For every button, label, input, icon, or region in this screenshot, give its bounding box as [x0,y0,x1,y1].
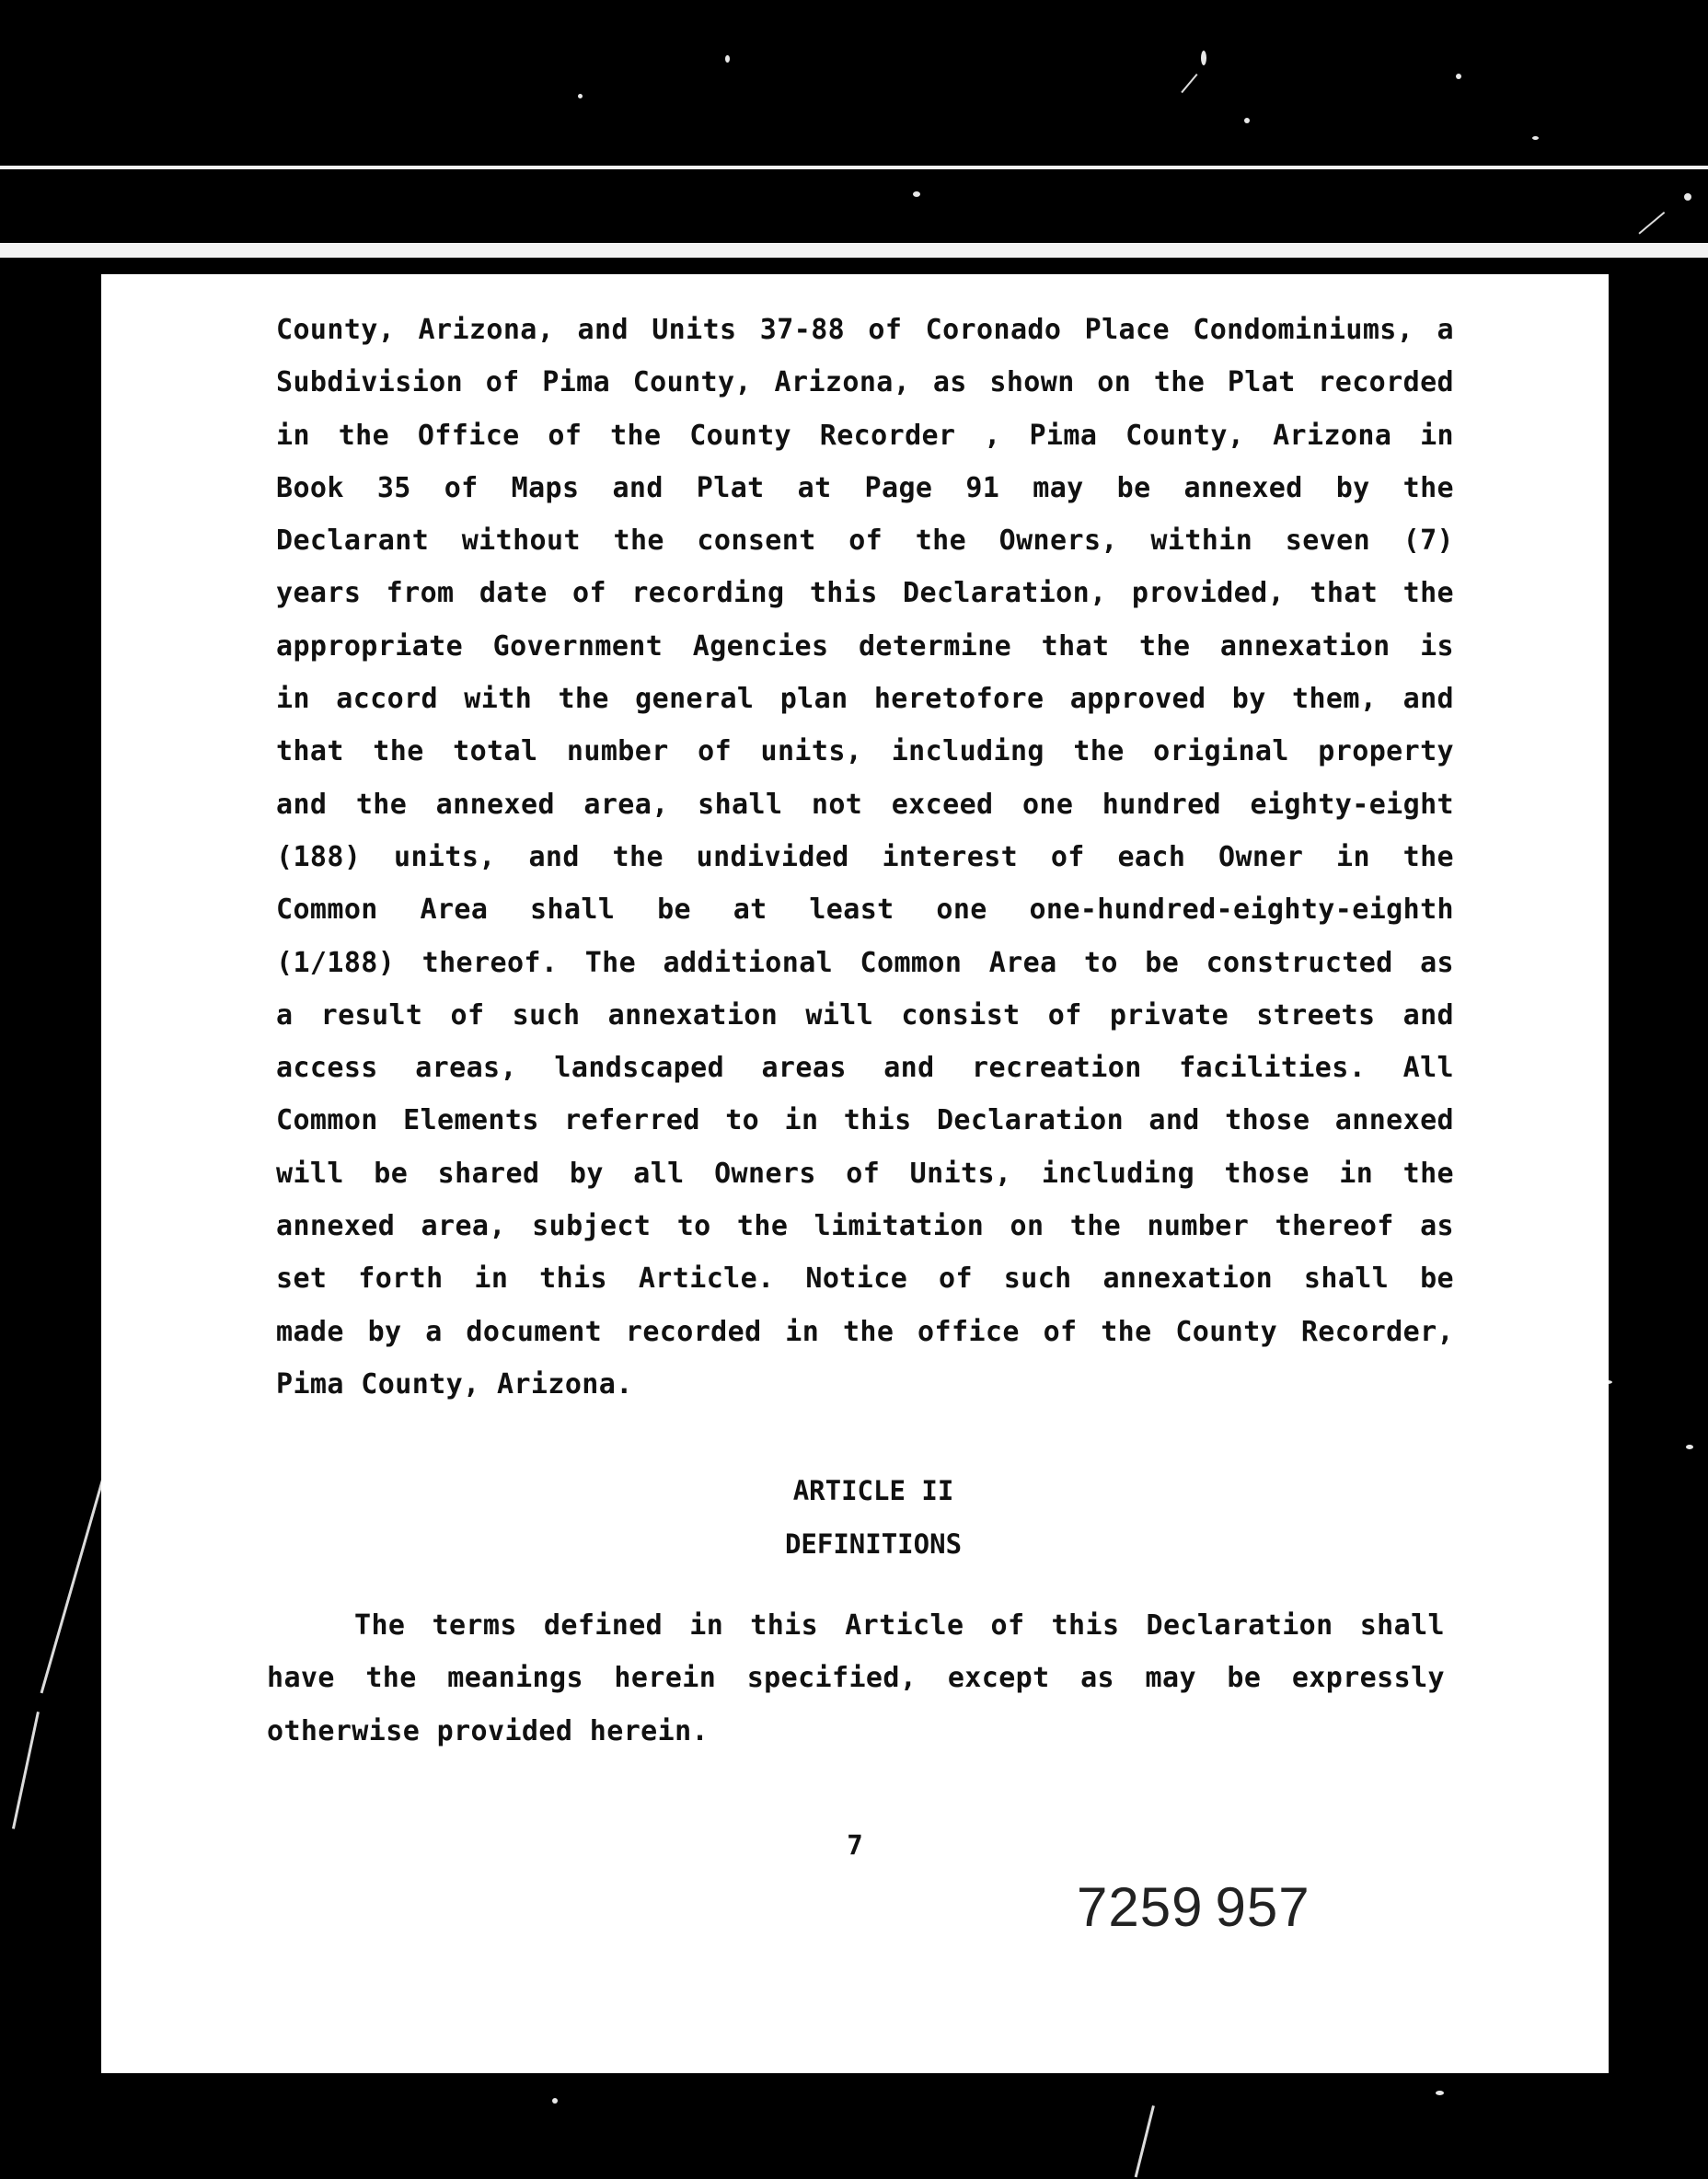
text-line: in accord with the general plan heretofore approved by them, and [276,683,1454,716]
scan-speck [1244,118,1250,123]
scan-speck [552,2098,558,2104]
article-heading: ARTICLE II [792,1475,954,1506]
text-line: appropriate Government Agencies determine that the annexation is [276,629,1454,663]
scan-streak [1638,212,1665,235]
text-line: (188) units, and the undivided interest of each Owner in the [276,840,1454,873]
scan-streak [1135,2105,1155,2177]
text-line: access areas, landscaped areas and recreation facilities. All [276,1052,1454,1085]
text-line: Common Elements referred to in this Declaration and those annexed [276,1104,1454,1137]
text-line: otherwise provided herein. [267,1714,709,1747]
text-line: The terms defined in this Article of this Declaration shall [354,1609,1445,1642]
body-paragraph [276,304,1454,1411]
page-number: 7 [847,1829,863,1861]
text-line: in the Office of the County Recorder , Pima County, Arizona in [276,419,1454,452]
text-line: Pima County, Arizona. [276,1367,633,1401]
article-title: DEFINITIONS [784,1528,963,1560]
text-line: set forth in this Article. Notice of such annexation shall be [276,1262,1454,1296]
text-line: Declarant without the consent of the Owners, within seven (7) [276,525,1454,558]
scan-streak [1181,74,1197,93]
scan-speck [1436,2091,1444,2095]
scan-speck [725,55,730,63]
text-line: that the total number of units, including the original property [276,735,1454,768]
document-page [101,274,1609,2073]
text-line: a result of such annexation will consist of private streets and [276,998,1454,1032]
text-line: Common Area shall be at least one one-hundred-eighty-eighth [276,894,1454,927]
text-line: Book 35 of Maps and Plat at Page 91 may be annexed by the [276,471,1454,504]
scan-speck [1686,1445,1693,1449]
text-line: Subdivision of Pima County, Arizona, as shown on the Plat recorded [276,366,1454,399]
scan-speck [913,191,920,197]
scan-speck [1532,136,1539,140]
text-line: have the meanings herein specified, except as may be expressly [267,1662,1445,1695]
scan-streak [12,1712,40,1829]
scan-speck [1684,193,1691,201]
text-line: and the annexed area, shall not exceed one hundred eighty-eight [276,788,1454,821]
scan-border-band [0,243,1708,258]
text-line: will be shared by all Owners of Units, including those in the [276,1157,1454,1190]
text-line: County, Arizona, and Units 37-88 of Coronado Place Condominiums, a [276,314,1454,346]
scan-speck [1456,74,1461,79]
scan-speck [578,94,583,98]
text-line: annexed area, subject to the limitation on the number thereof as [276,1210,1454,1243]
recording-stamp: 7259 957 [1077,1876,1310,1938]
definitions-intro-paragraph [267,1599,1445,1758]
text-line: (1/188) thereof. The additional Common Area to be constructed as [276,946,1454,979]
scan-border-line [0,166,1708,169]
text-line: made by a document recorded in the office of the County Recorder, [276,1315,1454,1348]
text-line: years from date of recording this Declaration, provided, that the [276,577,1454,610]
scan-speck [1201,51,1206,65]
